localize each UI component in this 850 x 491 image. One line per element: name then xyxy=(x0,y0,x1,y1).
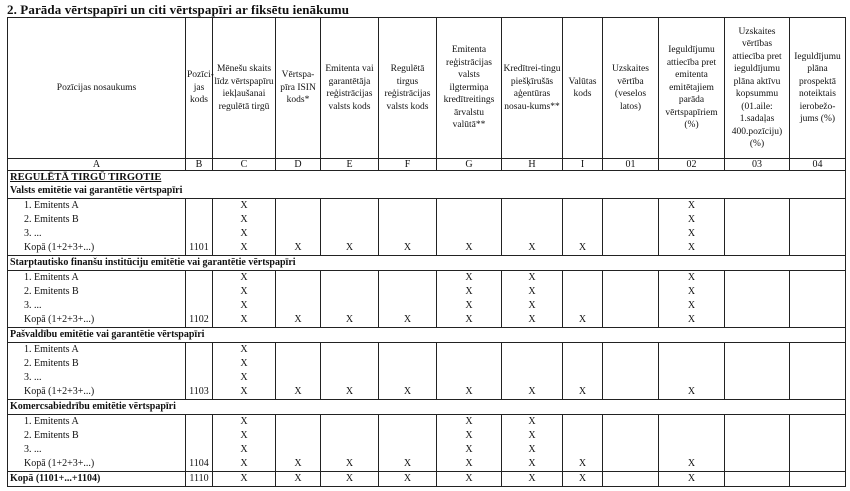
cell-02 xyxy=(659,343,725,358)
table-row xyxy=(8,285,846,299)
row-label: 3. ... xyxy=(8,371,186,385)
cell-c: X xyxy=(213,443,276,457)
cell-04 xyxy=(790,371,846,385)
group-title: Pašvaldību emitētie vai garantētie vērtspapīri xyxy=(8,328,846,343)
cell-01 xyxy=(603,227,659,241)
row-label: Kopā (1+2+3+...) xyxy=(8,313,186,328)
cell-i xyxy=(563,213,603,227)
cell-d xyxy=(276,415,321,430)
cell-02: X xyxy=(659,227,725,241)
cell-f xyxy=(379,343,437,358)
cell-f xyxy=(379,227,437,241)
cell-d: X xyxy=(276,457,321,472)
cell-c: X xyxy=(213,472,276,487)
cell-g: X xyxy=(437,241,502,256)
cell-f xyxy=(379,199,437,214)
cell-b xyxy=(186,271,213,286)
cell-01 xyxy=(603,299,659,313)
cell-g: X xyxy=(437,429,502,443)
cell-04 xyxy=(790,443,846,457)
cell-h: X xyxy=(502,443,563,457)
cell-b xyxy=(186,371,213,385)
cell-c: X xyxy=(213,415,276,430)
cell-03 xyxy=(725,443,790,457)
cell-g: X xyxy=(437,457,502,472)
cell-02 xyxy=(659,415,725,430)
cell-f: X xyxy=(379,241,437,256)
cell-d xyxy=(276,227,321,241)
cell-04 xyxy=(790,357,846,371)
cell-g xyxy=(437,343,502,358)
cell-04 xyxy=(790,343,846,358)
cell-h: X xyxy=(502,415,563,430)
cell-i: X xyxy=(563,313,603,328)
cell-h: X xyxy=(502,385,563,400)
cell-03 xyxy=(725,429,790,443)
row-label: 1. Emitents A xyxy=(8,343,186,358)
row-label: 3. ... xyxy=(8,227,186,241)
cell-c: X xyxy=(213,343,276,358)
cell-d: X xyxy=(276,472,321,487)
cell-b xyxy=(186,285,213,299)
cell-01 xyxy=(603,443,659,457)
row-label: 2. Emitents B xyxy=(8,213,186,227)
cell-i xyxy=(563,371,603,385)
cell-i xyxy=(563,443,603,457)
cell-b: 1104 xyxy=(186,457,213,472)
cell-04 xyxy=(790,227,846,241)
cell-c: X xyxy=(213,213,276,227)
column-header-g: Emitenta reģistrācijas valsts ilgtermiņa kredītreitings ārvalstu valūtā** xyxy=(437,18,502,159)
cell-b: 1110 xyxy=(186,472,213,487)
cell-d xyxy=(276,285,321,299)
cell-h xyxy=(502,343,563,358)
cell-e xyxy=(321,343,379,358)
cell-02 xyxy=(659,371,725,385)
cell-d xyxy=(276,357,321,371)
cell-03 xyxy=(725,357,790,371)
subtotal-row xyxy=(8,241,846,256)
table-row xyxy=(8,443,846,457)
cell-h: X xyxy=(502,472,563,487)
cell-h: X xyxy=(502,429,563,443)
column-letter-b: B xyxy=(186,159,213,171)
cell-h xyxy=(502,213,563,227)
group-title: Komercsabiedrību emitētie vērtspapīri xyxy=(8,400,846,415)
row-label: 1. Emitents A xyxy=(8,199,186,214)
cell-e xyxy=(321,443,379,457)
subtotal-row xyxy=(8,457,846,472)
cell-03 xyxy=(725,199,790,214)
cell-e xyxy=(321,299,379,313)
cell-d xyxy=(276,429,321,443)
cell-f: X xyxy=(379,457,437,472)
cell-01 xyxy=(603,271,659,286)
cell-02: X xyxy=(659,241,725,256)
subtotal-row xyxy=(8,385,846,400)
cell-f xyxy=(379,443,437,457)
cell-02: X xyxy=(659,385,725,400)
cell-04 xyxy=(790,299,846,313)
column-letter-04: 04 xyxy=(790,159,846,171)
cell-02 xyxy=(659,357,725,371)
column-letter-03: 03 xyxy=(725,159,790,171)
page-title: 2. Parāda vērtspapīri un citi vērtspapīri ar fiksētu ienākumu xyxy=(7,2,350,17)
cell-f: X xyxy=(379,313,437,328)
cell-03 xyxy=(725,457,790,472)
cell-i xyxy=(563,199,603,214)
cell-f xyxy=(379,213,437,227)
table-row xyxy=(8,199,846,214)
cell-03 xyxy=(725,371,790,385)
cell-03 xyxy=(725,271,790,286)
cell-i xyxy=(563,227,603,241)
row-label: Kopā (1101+...+1104) xyxy=(8,472,186,487)
cell-04 xyxy=(790,241,846,256)
cell-i: X xyxy=(563,241,603,256)
group-title: Starptautisko finanšu institūciju emitētie vai garantētie vērtspapīri xyxy=(8,256,846,271)
cell-e: X xyxy=(321,385,379,400)
cell-04 xyxy=(790,385,846,400)
cell-g: X xyxy=(437,313,502,328)
cell-g: X xyxy=(437,299,502,313)
cell-g: X xyxy=(437,443,502,457)
cell-i xyxy=(563,429,603,443)
cell-02: X xyxy=(659,457,725,472)
cell-e xyxy=(321,429,379,443)
cell-g: X xyxy=(437,415,502,430)
cell-c: X xyxy=(213,285,276,299)
cell-01 xyxy=(603,199,659,214)
cell-f xyxy=(379,429,437,443)
cell-02: X xyxy=(659,472,725,487)
cell-d xyxy=(276,199,321,214)
cell-e: X xyxy=(321,457,379,472)
cell-01 xyxy=(603,385,659,400)
cell-02 xyxy=(659,429,725,443)
cell-f: X xyxy=(379,385,437,400)
cell-04 xyxy=(790,429,846,443)
cell-c: X xyxy=(213,227,276,241)
table-row xyxy=(8,371,846,385)
table-row xyxy=(8,429,846,443)
cell-e xyxy=(321,415,379,430)
cell-c: X xyxy=(213,385,276,400)
table-row xyxy=(8,271,846,286)
row-label: 3. ... xyxy=(8,443,186,457)
column-letter-f: F xyxy=(379,159,437,171)
cell-d: X xyxy=(276,313,321,328)
cell-d xyxy=(276,299,321,313)
cell-b xyxy=(186,343,213,358)
row-label: 2. Emitents B xyxy=(8,429,186,443)
cell-b xyxy=(186,227,213,241)
row-label: 1. Emitents A xyxy=(8,271,186,286)
cell-03 xyxy=(725,299,790,313)
cell-03 xyxy=(725,285,790,299)
cell-d: X xyxy=(276,385,321,400)
cell-h: X xyxy=(502,313,563,328)
column-letter-i: I xyxy=(563,159,603,171)
cell-b xyxy=(186,213,213,227)
cell-f xyxy=(379,415,437,430)
column-letter-02: 02 xyxy=(659,159,725,171)
cell-g: X xyxy=(437,385,502,400)
cell-h xyxy=(502,227,563,241)
cell-01 xyxy=(603,357,659,371)
cell-01 xyxy=(603,213,659,227)
row-label: 2. Emitents B xyxy=(8,285,186,299)
column-letter-01: 01 xyxy=(603,159,659,171)
cell-g xyxy=(437,357,502,371)
cell-i xyxy=(563,415,603,430)
cell-g xyxy=(437,371,502,385)
cell-d xyxy=(276,443,321,457)
cell-03 xyxy=(725,241,790,256)
group-title: Valsts emitētie vai garantētie vērtspapīri xyxy=(8,184,846,199)
cell-e xyxy=(321,371,379,385)
cell-b: 1102 xyxy=(186,313,213,328)
column-header-04: Ieguldījumu plāna prospektā noteiktais ierobežo-jums (%) xyxy=(790,18,846,159)
cell-i xyxy=(563,357,603,371)
cell-e xyxy=(321,357,379,371)
cell-04 xyxy=(790,457,846,472)
column-header-f: Regulētā tirgus reģistrācijas valsts kods xyxy=(379,18,437,159)
column-header-c: Mēnešu skaits līdz vērtspapīru iekļaušanai regulētā tirgū xyxy=(213,18,276,159)
cell-03 xyxy=(725,343,790,358)
cell-b xyxy=(186,415,213,430)
cell-e xyxy=(321,227,379,241)
cell-i: X xyxy=(563,472,603,487)
cell-02: X xyxy=(659,213,725,227)
row-label: Kopā (1+2+3+...) xyxy=(8,457,186,472)
column-header-a: Pozīcijas nosaukums xyxy=(8,18,186,159)
column-header-b: Pozīci-jas kods xyxy=(186,18,213,159)
cell-h xyxy=(502,371,563,385)
cell-03 xyxy=(725,472,790,487)
cell-01 xyxy=(603,371,659,385)
row-label: Kopā (1+2+3+...) xyxy=(8,241,186,256)
cell-03 xyxy=(725,227,790,241)
cell-04 xyxy=(790,213,846,227)
cell-f xyxy=(379,371,437,385)
cell-g: X xyxy=(437,285,502,299)
cell-b xyxy=(186,199,213,214)
cell-c: X xyxy=(213,199,276,214)
cell-f xyxy=(379,285,437,299)
section-label: REGULĒTĀ TIRGŪ TIRGOTIE xyxy=(8,171,846,185)
row-label: Kopā (1+2+3+...) xyxy=(8,385,186,400)
column-letter-row xyxy=(8,159,846,171)
cell-01 xyxy=(603,429,659,443)
cell-01 xyxy=(603,457,659,472)
column-letter-d: D xyxy=(276,159,321,171)
table-row xyxy=(8,299,846,313)
cell-i xyxy=(563,343,603,358)
cell-c: X xyxy=(213,313,276,328)
cell-e: X xyxy=(321,313,379,328)
cell-f xyxy=(379,357,437,371)
cell-04 xyxy=(790,415,846,430)
cell-g: X xyxy=(437,271,502,286)
table-row xyxy=(8,227,846,241)
cell-b: 1103 xyxy=(186,385,213,400)
cell-c: X xyxy=(213,429,276,443)
column-letter-e: E xyxy=(321,159,379,171)
cell-03 xyxy=(725,213,790,227)
cell-d xyxy=(276,371,321,385)
cell-h: X xyxy=(502,457,563,472)
cell-i xyxy=(563,299,603,313)
cell-i xyxy=(563,271,603,286)
cell-b xyxy=(186,299,213,313)
cell-04 xyxy=(790,313,846,328)
column-letter-a: A xyxy=(8,159,186,171)
cell-f xyxy=(379,299,437,313)
cell-f xyxy=(379,271,437,286)
cell-h: X xyxy=(502,241,563,256)
column-header-02: Ieguldījumu attiecība pret emitenta emitētajiem parāda vērtspapīriem (%) xyxy=(659,18,725,159)
column-letter-c: C xyxy=(213,159,276,171)
cell-i xyxy=(563,285,603,299)
row-label: 3. ... xyxy=(8,299,186,313)
cell-01 xyxy=(603,285,659,299)
cell-g: X xyxy=(437,472,502,487)
cell-e: X xyxy=(321,472,379,487)
cell-04 xyxy=(790,199,846,214)
table-row xyxy=(8,213,846,227)
cell-c: X xyxy=(213,241,276,256)
header-row xyxy=(8,18,846,159)
cell-e xyxy=(321,199,379,214)
cell-02: X xyxy=(659,271,725,286)
table-row xyxy=(8,357,846,371)
cell-g xyxy=(437,199,502,214)
cell-02: X xyxy=(659,299,725,313)
cell-02: X xyxy=(659,313,725,328)
group-header-row xyxy=(8,400,846,415)
cell-h: X xyxy=(502,285,563,299)
cell-d xyxy=(276,343,321,358)
group-header-row xyxy=(8,256,846,271)
row-label: 2. Emitents B xyxy=(8,357,186,371)
row-label: 1. Emitents A xyxy=(8,415,186,430)
cell-04 xyxy=(790,271,846,286)
cell-h xyxy=(502,199,563,214)
cell-01 xyxy=(603,343,659,358)
cell-i: X xyxy=(563,457,603,472)
cell-c: X xyxy=(213,371,276,385)
cell-c: X xyxy=(213,457,276,472)
column-header-e: Emitenta vai garantētāja reģistrācijas valsts kods xyxy=(321,18,379,159)
cell-01 xyxy=(603,415,659,430)
cell-02: X xyxy=(659,285,725,299)
column-header-03: Uzskaites vērtības attiecība pret ieguldījumu plāna aktīvu kopsummu (01.aile: 1.sadaļas 400.pozīciju) (%) xyxy=(725,18,790,159)
cell-e xyxy=(321,271,379,286)
group-header-row xyxy=(8,184,846,199)
table-row xyxy=(8,343,846,358)
cell-03 xyxy=(725,313,790,328)
cell-b: 1101 xyxy=(186,241,213,256)
column-header-01: Uzskaites vērtība (veselos latos) xyxy=(603,18,659,159)
cell-h xyxy=(502,357,563,371)
column-letter-g: G xyxy=(437,159,502,171)
grand-total-row xyxy=(8,472,846,487)
cell-03 xyxy=(725,415,790,430)
cell-02: X xyxy=(659,199,725,214)
cell-f: X xyxy=(379,472,437,487)
cell-h: X xyxy=(502,271,563,286)
cell-02 xyxy=(659,443,725,457)
cell-01 xyxy=(603,241,659,256)
cell-d xyxy=(276,213,321,227)
cell-e xyxy=(321,285,379,299)
cell-c: X xyxy=(213,299,276,313)
cell-d xyxy=(276,271,321,286)
column-letter-h: H xyxy=(502,159,563,171)
group-header-row xyxy=(8,328,846,343)
cell-e: X xyxy=(321,241,379,256)
cell-c: X xyxy=(213,271,276,286)
column-header-h: Kredītrei-tingu piešķīrušās aģentūras nosau-kums** xyxy=(502,18,563,159)
cell-01 xyxy=(603,313,659,328)
cell-b xyxy=(186,443,213,457)
cell-03 xyxy=(725,385,790,400)
cell-04 xyxy=(790,285,846,299)
cell-04 xyxy=(790,472,846,487)
cell-g xyxy=(437,213,502,227)
cell-c: X xyxy=(213,357,276,371)
column-header-d: Vērtspa-pīra ISIN kods* xyxy=(276,18,321,159)
column-header-i: Valūtas kods xyxy=(563,18,603,159)
table-row xyxy=(8,415,846,430)
cell-b xyxy=(186,429,213,443)
section-row xyxy=(8,171,846,185)
cell-i: X xyxy=(563,385,603,400)
cell-b xyxy=(186,357,213,371)
cell-01 xyxy=(603,472,659,487)
cell-g xyxy=(437,227,502,241)
cell-d: X xyxy=(276,241,321,256)
cell-e xyxy=(321,213,379,227)
subtotal-row xyxy=(8,313,846,328)
securities-table xyxy=(7,17,846,487)
cell-h: X xyxy=(502,299,563,313)
